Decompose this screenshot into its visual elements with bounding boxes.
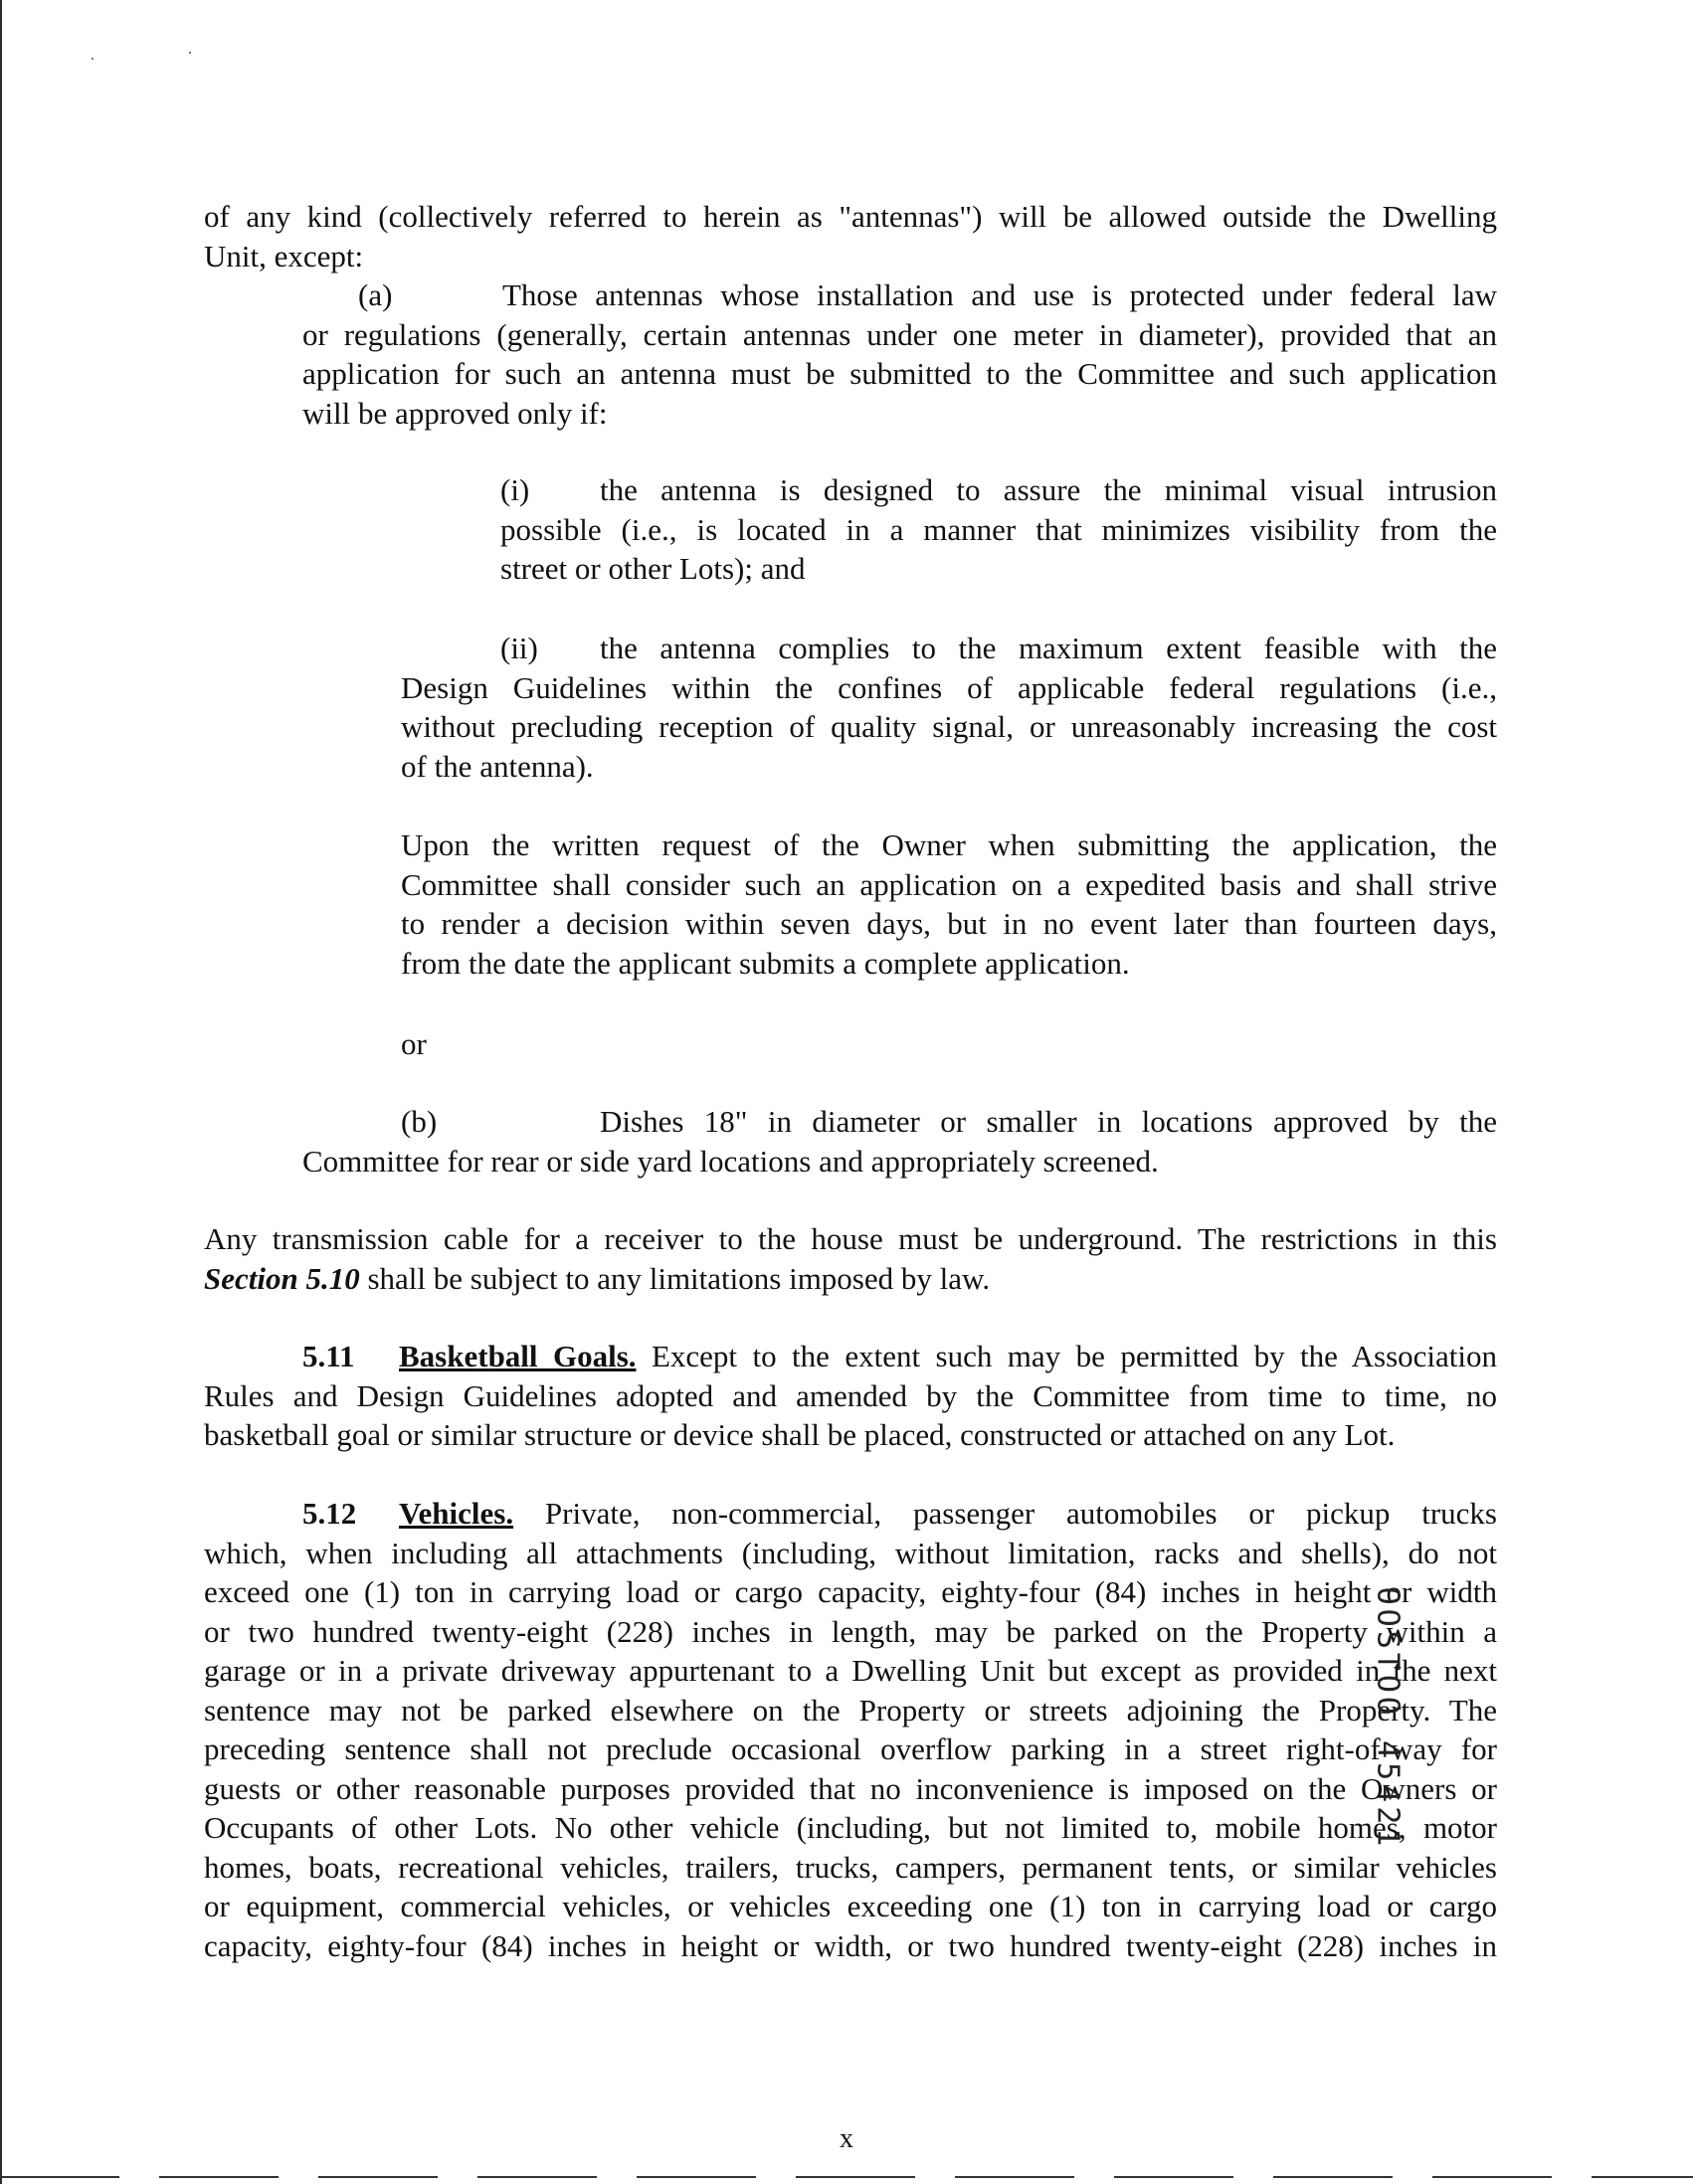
text-line: Design Guidelines within the confines of applicable federal regulations (i.e.,: [401, 669, 1497, 705]
scan-speck: [189, 52, 191, 54]
section-heading: Basketball Goals.: [399, 1339, 637, 1373]
section-5-11-first-line: [204, 1337, 1497, 1376]
list-item-a: [302, 275, 1497, 433]
scan-bottom-edge: [0, 2176, 1693, 2178]
text-line: homes, boats, recreational vehicles, trailers, trucks, campers, permanent tents, or similar vehicles: [204, 1849, 1497, 1885]
text-line: Occupants of other Lots. No other vehicle (including, but not limited to, mobile homes, motor: [204, 1810, 1497, 1845]
section-5-12-first-line: [204, 1494, 1497, 1534]
text-line: possible (i.e., is located in a manner that minimizes visibility from the: [500, 511, 1497, 547]
page-number: x: [840, 2123, 853, 2154]
item-ii-label: (ii): [500, 631, 538, 665]
text-line: street or other Lots); and: [500, 551, 806, 586]
list-item-ii: [401, 629, 1497, 786]
text-line: to render a decision within seven days, but in no event later than fourteen days,: [401, 906, 1497, 941]
text-line: will be approved only if:: [302, 395, 608, 431]
recording-stamp: [1358, 1586, 1417, 1851]
text-line: or two hundred twenty-eight (228) inches in length, may be parked on the Property within a: [204, 1613, 1497, 1649]
text-line: Private, non-commercial, passenger automobiles or pickup trucks: [513, 1496, 1497, 1531]
or-text: or: [401, 1026, 427, 1061]
section-reference: Section 5.10: [204, 1260, 360, 1296]
text-line: preceding sentence shall not preclude occasional overflow parking in a street right-of-way for: [204, 1731, 1497, 1766]
text-line: Committee shall consider such an application on a expedited basis and shall strive: [401, 866, 1497, 902]
item-b-label: (b): [401, 1104, 438, 1139]
text-line: garage or in a private driveway appurtenant to a Dwelling Unit but except as provided in the next: [204, 1653, 1497, 1688]
text-line: Rules and Design Guidelines adopted and amended by the Committee from time to time, no: [204, 1377, 1497, 1413]
text-line: basketball goal or similar structure or device shall be placed, constructed or attached on any Lot.: [204, 1417, 1396, 1452]
text-line: Unit, except:: [204, 238, 364, 273]
section-number: 5.12: [302, 1496, 357, 1531]
text-line: shall be subject to any limitations imposed by law.: [359, 1260, 991, 1296]
text-line: Except to the extent such may be permitted by the Association: [636, 1339, 1497, 1373]
text-line-with-section-ref: [204, 1259, 1497, 1299]
paragraph-intro: [204, 197, 1497, 275]
text-line: capacity, eighty-four (84) inches in height or width, or two hundred twenty-eight (228) inches in: [204, 1927, 1497, 1963]
scan-speck: [92, 58, 94, 60]
text-line: the antenna is designed to assure the minimal visual intrusion: [600, 472, 1497, 507]
section-5-11: [204, 1337, 1497, 1455]
text-line: Upon the written request of the Owner when submitting the application, the: [401, 827, 1497, 862]
list-item-b: [302, 1102, 1497, 1181]
item-ii-first-line: [401, 629, 1497, 668]
text-line: of any kind (collectively referred to herein as "antennas") will be allowed outside the Dwelling: [204, 199, 1497, 234]
list-item-i: [500, 470, 1497, 589]
text-line: the antenna complies to the maximum extent feasible with the: [600, 631, 1497, 665]
text-line: Committee for rear or side yard locations and appropriately screened.: [302, 1143, 1159, 1179]
text-line: guests or other reasonable purposes provided that no inconvenience is imposed on the Owners or: [204, 1770, 1497, 1806]
text-line: Those antennas whose installation and use is protected under federal law: [502, 277, 1497, 312]
item-b-first-line: [302, 1102, 1497, 1142]
text-line: without precluding reception of quality signal, or unreasonably increasing the cost: [401, 709, 1497, 744]
section-heading: Vehicles.: [399, 1496, 514, 1531]
text-line: or regulations (generally, certain antennas under one meter in diameter), provided that an: [302, 316, 1497, 352]
item-a-first-line: [302, 275, 1497, 315]
paragraph-transmission: [204, 1219, 1497, 1298]
text-line: Dishes 18" in diameter or smaller in locations approved by the: [600, 1104, 1497, 1139]
text-line: or equipment, commercial vehicles, or vehicles exceeding one (1) ton in carrying load or cargo: [204, 1889, 1497, 1923]
text-line: sentence may not be parked elsewhere on the Property or streets adjoining the Property. The: [204, 1692, 1497, 1728]
text-line: exceed one (1) ton in carrying load or cargo capacity, eighty-four (84) inches in height or width: [204, 1574, 1497, 1609]
text-line: from the date the applicant submits a complete application.: [401, 945, 1130, 981]
scan-left-edge: [0, 0, 2, 2184]
item-i-first-line: [500, 470, 1497, 510]
recording-stamp-text: OOSTOO 45421: [1370, 1586, 1406, 1851]
paragraph-upon-request: [401, 825, 1497, 983]
item-i-label: (i): [500, 472, 530, 507]
text-line: of the antenna).: [401, 748, 594, 784]
section-number: 5.11: [302, 1339, 355, 1373]
text-line: application for such an antenna must be submitted to the Committee and such application: [302, 356, 1497, 391]
text-line: Any transmission cable for a receiver to the house must be underground. The restrictions in this: [204, 1221, 1497, 1256]
section-5-12: [204, 1494, 1497, 1965]
text-line: which, when including all attachments (including, without limitation, racks and shells), do not: [204, 1535, 1497, 1570]
item-a-label: (a): [358, 277, 393, 312]
